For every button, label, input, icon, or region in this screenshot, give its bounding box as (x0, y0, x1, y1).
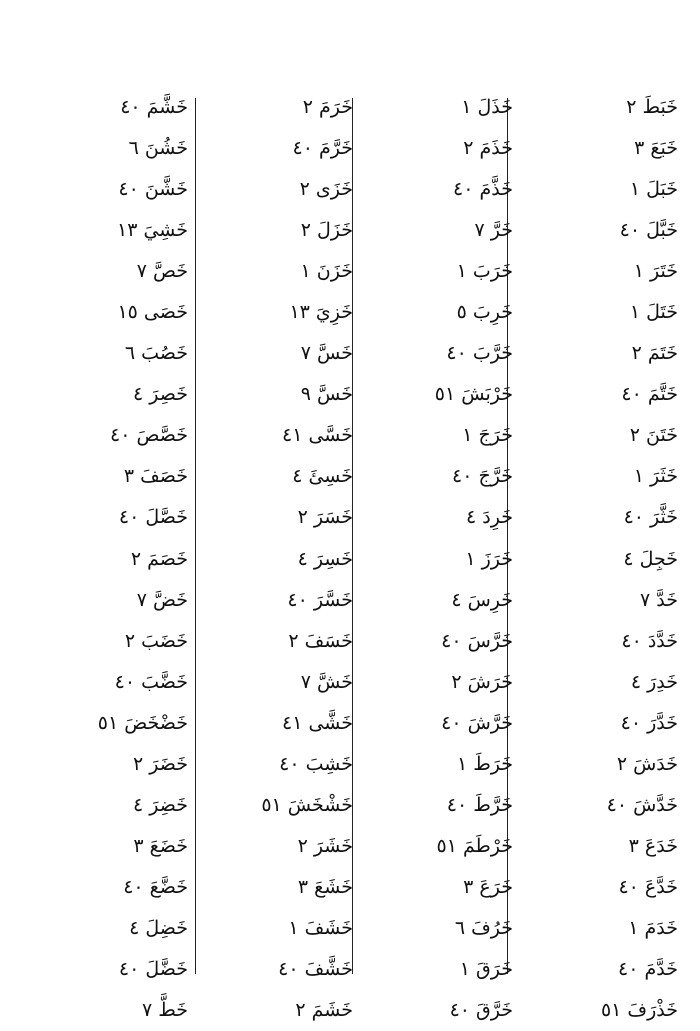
entry: خَصَمَ ۲ (130, 547, 188, 570)
entry: خَضَّبَ ٤٠ (114, 670, 188, 693)
entry: خَرَّسَ ٤٠ (441, 629, 513, 652)
entry: خَشَّ ۷ (300, 670, 353, 693)
entry: خَضَّعَ ٤٠ (123, 875, 188, 898)
word-column-2 (355, 87, 515, 1031)
entry: خَشَمَ ۲ (295, 999, 353, 1022)
entry: خَضَّ ۷ (136, 588, 188, 611)
entry: خَذْرَفَ ٥١ (600, 999, 678, 1022)
entry: خَدَمَ ۱ (628, 916, 678, 939)
entry: خَشَّمَ ٤٠ (120, 96, 188, 118)
entry: خَصَّ ۷ (136, 260, 188, 283)
entry: خَسَرَ ۲ (297, 506, 353, 529)
entry: خَتَمَ ۲ (631, 342, 678, 365)
entry: خَرَّطَ ٤٠ (446, 793, 513, 816)
entry: خَذَمَ ۲ (463, 137, 513, 160)
entry: خَرَبَ ۱ (456, 260, 513, 283)
entry: خَرْبَشَ ٥١ (434, 383, 513, 406)
entry: خَرَطَ ۱ (456, 752, 513, 775)
entry: خَشَرَ ۲ (297, 834, 353, 857)
entry: خَزَى ۲ (299, 178, 353, 201)
entry: خَصِرَ ٤ (133, 383, 188, 406)
word-column-3 (195, 87, 355, 1031)
entry: خَتَرَ ۱ (633, 260, 678, 283)
word-column-4 (30, 87, 190, 1031)
entry: خَدَّمَ ٤٠ (618, 957, 678, 980)
entry: خَزَنَ ۱ (300, 260, 353, 283)
entry: خَدَّدَ ٤٠ (621, 629, 678, 652)
entry: خَشَفَ ۱ (288, 916, 353, 939)
entry: خَسِئَ ٤ (292, 465, 353, 488)
entry: خَبَعَ ۳ (634, 137, 678, 160)
entry: خَسَّ ۹ (300, 383, 353, 406)
entry: خَدَّعَ ٤٠ (618, 875, 678, 898)
entry: خَضَّلَ ٤٠ (118, 957, 188, 980)
entry: خَرْطَمَ ٥١ (436, 834, 513, 857)
entry: خَذَّمَ ٤٠ (453, 178, 513, 201)
entry: خَشْخَشَ ٥١ (261, 793, 353, 816)
entry: خَشَّفَ ٤٠ (278, 957, 353, 980)
entry: خَطَّ ۷ (141, 999, 188, 1022)
entry: خَثَرَ ۱ (633, 465, 678, 488)
entry: خَدَعَ ۳ (628, 834, 678, 857)
entry: خَبَطَ ۲ (626, 96, 678, 118)
entry: خَسَّ ۷ (300, 342, 353, 365)
entry: خَدَّشَ ٤٠ (606, 793, 678, 816)
entry: خَشُنَ ٦ (128, 137, 188, 160)
entry: خَدَّرَ ٤٠ (620, 711, 678, 734)
entry: خَصَى ١٥ (117, 301, 188, 324)
entry: خَرِدَ ٤ (466, 506, 513, 529)
entry: خَرَّبَ ٤٠ (446, 342, 513, 365)
entry: خَبَّلَ ٤٠ (619, 219, 678, 242)
entry: خَدَّ ۷ (640, 588, 678, 611)
entry: خَبَلَ ۱ (629, 178, 678, 201)
entry: خَصُبَ ٦ (124, 342, 188, 365)
word-column-1 (520, 87, 680, 1031)
entry: خَدِرَ ٤ (630, 670, 678, 693)
entry: خَرَقَ ۱ (459, 957, 513, 980)
entry: خَزِيَ ١٣ (289, 301, 353, 324)
entry: خَرَّشَ ٤٠ (441, 711, 513, 734)
entry: خَرَّمَ ٤٠ (292, 137, 353, 160)
entry: خَسِرَ ٤ (297, 547, 353, 570)
entry: خَضِلَ ٤ (129, 916, 188, 939)
entry: خَشَعَ ۳ (297, 875, 353, 898)
entry: خَرِبَ ٥ (456, 301, 513, 324)
entry: خَصَّلَ ٤٠ (118, 506, 188, 529)
entry: خَجِلَ ٤ (623, 547, 678, 570)
entry: خَصَّصَ ٤٠ (110, 424, 188, 447)
entry: خَضْخَضَ ٥١ (97, 711, 188, 734)
entry: خَرَّقَ ٤٠ (449, 999, 513, 1022)
entry: خَتَنَ ۲ (629, 424, 678, 447)
entry: خَثَّرَ ٤٠ (623, 506, 678, 529)
entry: خَرَعَ ۳ (463, 875, 513, 898)
entry: خَضِرَ ٤ (133, 793, 188, 816)
entry: خَسَّرَ ٤٠ (287, 588, 353, 611)
entry: خَصَفَ ۳ (123, 465, 188, 488)
entry: خَرَزَ ۱ (465, 547, 513, 570)
entry: خَرُفَ ٦ (454, 916, 513, 939)
entry: خَضَعَ ۳ (133, 834, 188, 857)
entry: خَشَّنَ ٤٠ (118, 178, 188, 201)
entry: خَتَّمَ ٤٠ (621, 383, 678, 406)
entry: خَشِبَ ٤٠ (279, 752, 353, 775)
entry: خَدَشَ ۲ (616, 752, 678, 775)
entry: خَرَّجَ ٤٠ (452, 465, 513, 488)
entry: خَشَّى ٤١ (282, 711, 353, 734)
entry: خَضَبَ ۲ (124, 629, 188, 652)
entry: خَسَّى ٤١ (282, 424, 353, 447)
column-divider (195, 98, 196, 974)
entry: خَشِيَ ١٣ (117, 219, 188, 242)
entry: خَرَجَ ۱ (462, 424, 513, 447)
entry: خَسَفَ ۲ (288, 629, 353, 652)
entry: خَرَشَ ۲ (451, 670, 513, 693)
entry: خَضَرَ ۲ (133, 752, 188, 775)
entry: خَرِسَ ٤ (451, 588, 513, 611)
entry: خَذَلَ ۱ (461, 96, 513, 118)
entry: خَرَمَ ۲ (302, 96, 353, 118)
entry: خَزَلَ ۲ (300, 219, 353, 242)
entry: خَتَلَ ۱ (629, 301, 678, 324)
entry: خَرَّ ۷ (474, 219, 513, 242)
